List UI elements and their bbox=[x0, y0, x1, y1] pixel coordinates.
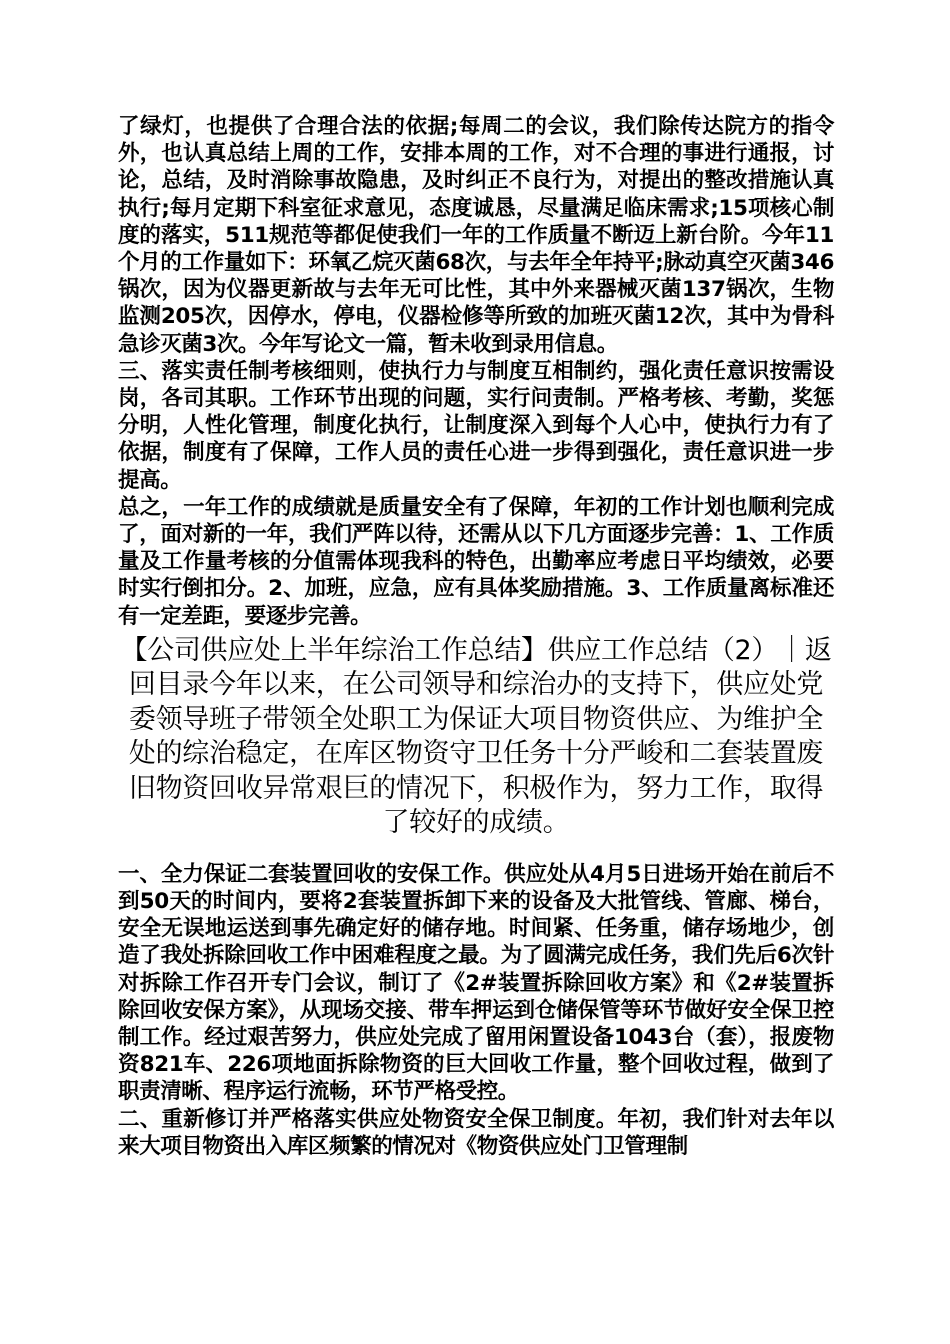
paragraph-responsibility: 三、落实责任制考核细则，使执行力与制度互相制约，强化责任意识按需设岗，各司其职。工作环节出现的问题，实行问责制。严格考核、考勤，奖惩分明，人性化管理，制度化执行，让制度深入到每个人心中，使执行力有了依据，制度有了保障，工作人员的责任心进一步得到强化，责任意识进一步提高。 bbox=[118, 358, 834, 493]
paragraph-security-rules: 二、重新修订并严格落实供应处物资安全保卫制度。年初，我们针对去年以来大项目物资出入库区频繁的情况对《物资供应处门卫管理制 bbox=[118, 1106, 834, 1159]
paragraph-summary: 总之，一年工作的成绩就是质量安全有了保障，年初的工作计划也顺利完成了，面对新的一年，我们严阵以待，还需从以下几方面逐步完善：1、工作质量及工作量考核的分值需体现我科的特色，出勤率应考虑日平均绩效，必要时实行倒扣分。2、加班，应急，应有具体奖励措施。3、工作质量离标准还有一定差距，要逐步完善。 bbox=[118, 494, 834, 629]
section-heading: 【公司供应处上半年综治工作总结】供应工作总结（2）｜返回目录今年以来，在公司领导和综治办的支持下，供应处党委领导班子带领全处职工为保证大项目物资供应、为维护全处的综治稳定，在库区物资守卫任务十分严峻和二套装置废旧物资回收异常艰巨的情况下，积极作为，努力工作，取得了较好的成绩。 bbox=[120, 634, 832, 839]
document-page bbox=[118, 113, 834, 1160]
paragraph-recovery-security: 一、全力保证二套装置回收的安保工作。供应处从4月5日进场开始在前后不到50天的时间内，要将2套装置拆卸下来的设备及大批管线、管廊、梯台，安全无误地运送到事先确定好的储存地。时间紧、任务重，储存场地少，创造了我处拆除回收工作中困难程度之最。为了圆满完成任务，我们先后6次针对拆除工作召开专门会议，制订了《2#装置拆除回收方案》和《2#装置拆除回收安保方案》，从现场交接、带车押运到仓储保管等环节做好安全保卫控制工作。经过艰苦努力，供应处完成了留用闲置设备1043台（套），报废物资821车、226项地面拆除物资的巨大回收工作量，整个回收过程，做到了职责清晰、程序运行流畅，环节严格受控。 bbox=[118, 861, 834, 1105]
paragraph-workload: 了绿灯，也提供了合理合法的依据;每周二的会议，我们除传达院方的指令外，也认真总结上周的工作，安排本周的工作，对不合理的事进行通报，讨论，总结，及时消除事故隐患，及时纠正不良行为，对提出的整改措施认真执行;每月定期下科室征求意见，态度诚恳，尽量满足临床需求;15项核心制度的落实，511规范等都促使我们一年的工作质量不断迈上新台阶。今年11个月的工作量如下：环氧乙烷灭菌68次，与去年全年持平;脉动真空灭菌346锅次，因为仪器更新故与去年无可比性，其中外来器械灭菌137锅次，生物监测205次，因停水，停电，仪器检修等所致的加班灭菌12次，其中为骨科急诊灭菌3次。今年写论文一篇，暂未收到录用信息。 bbox=[118, 114, 834, 357]
